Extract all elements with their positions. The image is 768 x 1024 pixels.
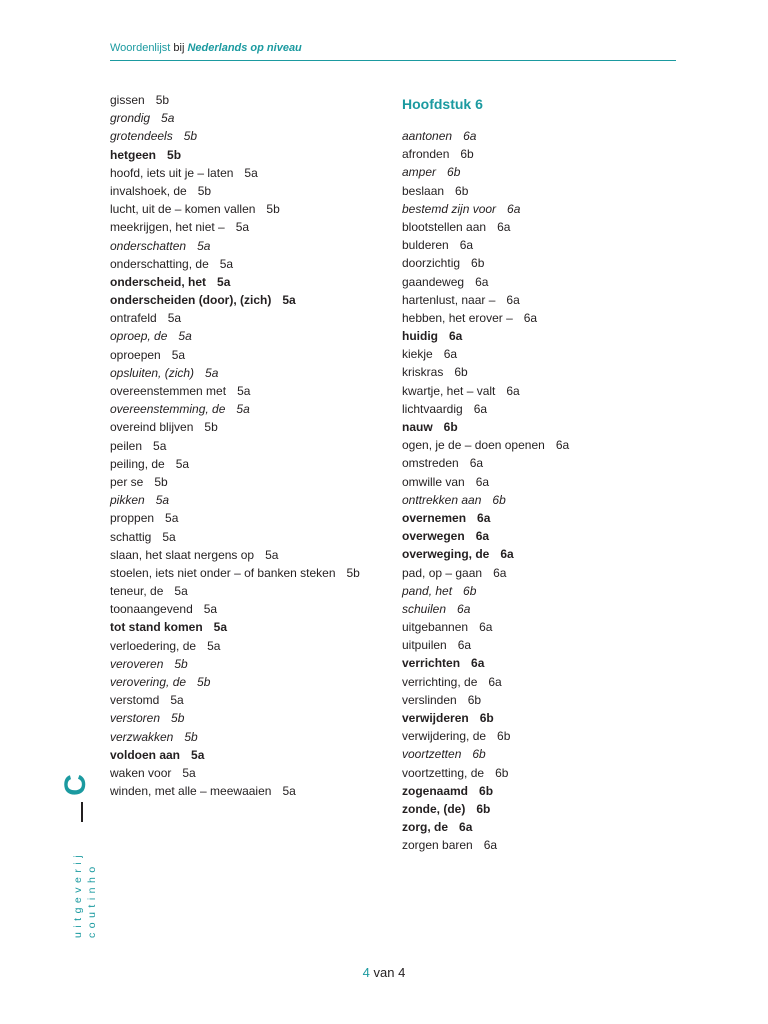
list-item — [110, 200, 360, 218]
list-item — [110, 764, 360, 782]
entry-word: overweging, de — [402, 547, 490, 562]
entry-chapter-ref: 5a — [197, 238, 211, 253]
list-item — [402, 782, 569, 800]
entry-chapter-ref: 5a — [237, 384, 251, 398]
list-item — [110, 637, 360, 655]
list-item — [110, 655, 360, 673]
entry-chapter-ref: 6a — [488, 674, 502, 689]
list-item — [110, 782, 360, 800]
entry-word: overeind blijven — [110, 420, 194, 435]
list-item — [402, 764, 569, 782]
entry-word: pand, het — [402, 583, 453, 598]
list-item — [402, 818, 569, 836]
entry-chapter-ref: 6a — [507, 201, 521, 216]
entry-chapter-ref: 5a — [191, 747, 205, 762]
list-item — [110, 91, 360, 109]
entry-chapter-ref: 5a — [205, 365, 219, 380]
list-item — [402, 691, 569, 709]
entry-chapter-ref: 6b — [443, 420, 458, 434]
entry-chapter-ref: 6a — [475, 274, 489, 289]
entry-chapter-ref: 5b — [154, 474, 168, 489]
header-title: Woordenlijst — [110, 42, 171, 54]
entry-word: huidig — [402, 329, 438, 344]
entry-word: oproep, de — [110, 329, 168, 344]
running-header — [110, 42, 676, 61]
list-item — [402, 564, 569, 582]
entry-chapter-ref: 6b — [492, 492, 506, 507]
list-item — [110, 164, 360, 182]
list-item — [402, 345, 569, 363]
list-item — [110, 255, 360, 273]
entry-word: lichtvaardig — [402, 401, 463, 416]
list-item — [110, 728, 360, 746]
entry-chapter-ref: 6a — [459, 238, 474, 253]
entry-chapter-ref: 5a — [165, 511, 179, 526]
list-item — [402, 291, 569, 309]
entry-word: zogenaamd — [402, 783, 469, 798]
entry-word: peilen — [110, 438, 143, 453]
list-item — [110, 327, 360, 345]
entry-chapter-ref: 5b — [155, 93, 170, 107]
page-footer — [0, 965, 768, 980]
list-item — [402, 145, 569, 163]
entry-chapter-ref: 6a — [475, 529, 490, 544]
list-item — [402, 727, 569, 745]
list-item — [110, 546, 360, 564]
list-item — [402, 654, 569, 672]
list-item — [402, 400, 569, 418]
entry-word: ogen, je de – doen openen — [402, 438, 545, 453]
entry-chapter-ref: 6a — [497, 219, 511, 234]
entry-chapter-ref: 6b — [472, 747, 486, 762]
list-item — [110, 273, 360, 291]
entry-word: ontrafeld — [110, 311, 157, 326]
entry-word: winden, met alle – meewaaien — [110, 784, 272, 799]
entry-word: onderschatten — [110, 238, 187, 253]
entry-word: verloedering, de — [110, 638, 197, 653]
list-item — [402, 618, 569, 636]
entry-chapter-ref: 5a — [236, 402, 250, 417]
entry-word: verwijderen — [402, 711, 469, 725]
entry-chapter-ref: 5a — [161, 111, 175, 126]
entry-word: uitpuilen — [402, 638, 447, 653]
entry-chapter-ref: 6a — [457, 638, 472, 653]
entry-word: invalshoek, de — [110, 183, 187, 198]
entry-chapter-ref: 6a — [483, 838, 498, 853]
entry-chapter-ref: 5b — [346, 565, 360, 580]
entry-chapter-ref: 5a — [171, 347, 186, 362]
entry-chapter-ref: 6b — [497, 729, 511, 744]
entry-chapter-ref: 5b — [183, 129, 198, 144]
list-item — [402, 473, 569, 491]
entry-chapter-ref: 6a — [523, 310, 538, 325]
list-item — [402, 163, 569, 181]
entry-chapter-ref: 6a — [471, 656, 485, 671]
entry-word: grotendeels — [110, 129, 173, 144]
list-item — [110, 218, 360, 236]
list-item — [110, 473, 360, 491]
entry-word: verovering, de — [110, 675, 187, 689]
publisher-logo — [56, 770, 96, 945]
list-item — [402, 673, 569, 691]
word-list-left — [110, 91, 360, 800]
list-item — [402, 509, 569, 527]
entry-chapter-ref: 5a — [203, 602, 218, 617]
entry-word: lucht, uit de – komen vallen — [110, 202, 256, 217]
entry-word: verstoren — [110, 711, 161, 726]
entry-word: amper — [402, 165, 437, 180]
list-item — [402, 836, 569, 854]
header-book-title: Nederlands op niveau — [187, 42, 302, 54]
entry-chapter-ref: 5a — [235, 220, 250, 235]
list-item — [110, 691, 360, 709]
entry-chapter-ref: 5a — [175, 456, 190, 471]
entry-chapter-ref: 5b — [197, 183, 212, 198]
page-total: van 4 — [373, 965, 406, 980]
entry-chapter-ref: 5a — [155, 493, 170, 508]
list-item — [402, 454, 569, 472]
list-item — [402, 600, 569, 618]
entry-word: uitgebannen — [402, 620, 469, 635]
list-item — [402, 436, 569, 454]
list-item — [110, 400, 360, 418]
list-item — [402, 127, 569, 145]
entry-word: nauw — [402, 420, 433, 434]
entry-word: omstreden — [402, 456, 459, 471]
entry-chapter-ref: 6b — [460, 147, 474, 162]
list-item — [110, 237, 360, 255]
entry-chapter-ref: 6b — [467, 692, 482, 707]
entry-chapter-ref: 5b — [171, 711, 185, 726]
list-item — [110, 291, 360, 309]
entry-chapter-ref: 5a — [217, 274, 231, 289]
entry-chapter-ref: 5a — [282, 293, 296, 308]
entry-chapter-ref: 5a — [207, 638, 221, 653]
entry-word: voortzetting, de — [402, 765, 485, 780]
entry-chapter-ref: 6a — [473, 401, 488, 416]
list-item — [110, 509, 360, 527]
list-item — [402, 527, 569, 545]
list-item — [402, 745, 569, 763]
entry-word: zorg, de — [402, 820, 449, 835]
logo-letter: C — [58, 774, 92, 796]
entry-chapter-ref: 6b — [476, 801, 491, 816]
entry-chapter-ref: 6a — [475, 474, 490, 489]
page-number: 4 — [362, 965, 370, 980]
entry-word: doorzichtig — [402, 256, 461, 271]
list-item — [402, 545, 569, 563]
entry-chapter-ref: 6b — [495, 765, 509, 780]
list-item — [402, 636, 569, 654]
entry-chapter-ref: 5b — [204, 420, 218, 435]
entry-chapter-ref: 5b — [197, 675, 211, 689]
list-item — [110, 491, 360, 509]
list-item — [402, 273, 569, 291]
entry-word: oproepen — [110, 347, 161, 362]
list-item — [110, 182, 360, 200]
entry-word: afronden — [402, 147, 450, 162]
list-item — [110, 746, 360, 764]
entry-word: overeenstemmen met — [110, 384, 227, 398]
entry-word: kiekje — [402, 347, 433, 362]
entry-word: schattig — [110, 529, 152, 544]
entry-chapter-ref: 6a — [555, 438, 570, 453]
entry-word: overwegen — [402, 529, 465, 544]
header-connector: bij — [173, 42, 185, 54]
entry-chapter-ref: 6a — [459, 820, 473, 835]
entry-chapter-ref: 5a — [174, 584, 188, 599]
entry-chapter-ref: 6b — [479, 711, 494, 725]
entry-word: onderscheid, het — [110, 274, 207, 289]
entry-word: peiling, de — [110, 456, 165, 471]
entry-word: hoofd, iets uit je – laten — [110, 165, 234, 180]
entry-word: zorgen baren — [402, 838, 473, 853]
entry-word: verstomd — [110, 693, 160, 708]
entry-word: bulderen — [402, 238, 449, 253]
entry-chapter-ref: 6a — [457, 601, 471, 616]
entry-word: slaan, het slaat nergens op — [110, 547, 255, 562]
entry-word: verslinden — [402, 692, 457, 707]
list-item — [402, 182, 569, 200]
entry-chapter-ref: 5b — [167, 147, 182, 162]
list-item — [402, 709, 569, 727]
entry-word: verzwakken — [110, 729, 174, 744]
entry-word: aantonen — [402, 129, 453, 143]
entry-chapter-ref: 6a — [493, 565, 507, 580]
entry-word: opsluiten, (zich) — [110, 365, 195, 380]
list-item — [402, 236, 569, 254]
entry-word: grondig — [110, 111, 151, 126]
list-item — [110, 346, 360, 364]
entry-word: tot stand komen — [110, 620, 203, 635]
entry-chapter-ref: 6a — [479, 620, 493, 635]
entry-word: hetgeen — [110, 147, 157, 162]
entry-chapter-ref: 6b — [479, 783, 494, 798]
entry-chapter-ref: 5a — [182, 765, 196, 780]
list-item — [402, 200, 569, 218]
entry-chapter-ref: 6a — [463, 129, 477, 143]
entry-chapter-ref: 5b — [266, 202, 280, 217]
list-item — [110, 418, 360, 436]
list-item — [402, 491, 569, 509]
entry-word: veroveren — [110, 656, 164, 671]
entry-word: hebben, het erover – — [402, 310, 513, 325]
entry-word: verrichting, de — [402, 674, 478, 689]
entry-word: blootstellen aan — [402, 219, 487, 234]
chapter-heading: Hoofdstuk 6 — [402, 96, 483, 112]
entry-word: voldoen aan — [110, 747, 181, 762]
list-item — [110, 146, 360, 164]
entry-word: verrichten — [402, 656, 461, 671]
entry-chapter-ref: 6a — [469, 456, 484, 471]
list-item — [110, 600, 360, 618]
entry-chapter-ref: 5a — [178, 329, 192, 344]
list-item — [402, 363, 569, 381]
list-item — [110, 127, 360, 145]
entry-chapter-ref: 5b — [184, 729, 198, 744]
entry-chapter-ref: 5a — [265, 547, 279, 562]
entry-word: onderschatting, de — [110, 256, 209, 271]
list-item — [402, 254, 569, 272]
entry-word: overnemen — [402, 510, 467, 525]
entry-word: verwijdering, de — [402, 729, 487, 744]
entry-chapter-ref: 6a — [506, 383, 520, 398]
entry-word: stoelen, iets niet onder – of banken steken — [110, 565, 336, 580]
entry-word: meekrijgen, het niet – — [110, 220, 225, 235]
entry-word: zonde, (de) — [402, 801, 466, 816]
list-item — [110, 709, 360, 727]
entry-chapter-ref: 5a — [153, 438, 167, 453]
entry-chapter-ref: 5a — [170, 693, 184, 708]
entry-chapter-ref: 6b — [455, 183, 469, 198]
entry-word: kwartje, het – valt — [402, 383, 496, 398]
list-item — [402, 418, 569, 436]
entry-word: pad, op – gaan — [402, 565, 483, 580]
list-item — [402, 309, 569, 327]
entry-chapter-ref: 6b — [471, 256, 485, 271]
list-item — [110, 582, 360, 600]
entry-word: beslaan — [402, 183, 445, 198]
entry-word: per se — [110, 474, 144, 489]
entry-word: onttrekken aan — [402, 492, 482, 507]
entry-word: schuilen — [402, 601, 447, 616]
logo-word-uitgeverij: uitgeverij — [72, 850, 84, 938]
entry-word: gaandeweg — [402, 274, 465, 289]
entry-chapter-ref: 5a — [167, 311, 182, 326]
list-item — [110, 382, 360, 400]
entry-chapter-ref: 6b — [463, 583, 477, 598]
list-item — [402, 327, 569, 345]
list-item — [110, 528, 360, 546]
list-item — [110, 364, 360, 382]
list-item — [402, 800, 569, 818]
entry-word: waken voor — [110, 765, 172, 780]
entry-word: overeenstemming, de — [110, 402, 226, 417]
list-item — [110, 109, 360, 127]
entry-chapter-ref: 6a — [506, 292, 520, 307]
list-item — [110, 455, 360, 473]
entry-word: toonaangevend — [110, 602, 193, 617]
entry-chapter-ref: 6b — [454, 365, 468, 380]
list-item — [110, 673, 360, 691]
list-item — [110, 618, 360, 636]
logo-word-coutinho: coutinho — [86, 862, 98, 938]
entry-word: bestemd zijn voor — [402, 201, 497, 216]
entry-word: kriskras — [402, 365, 444, 380]
entry-chapter-ref: 5a — [219, 256, 234, 271]
entry-chapter-ref: 5a — [162, 529, 176, 544]
logo-divider — [81, 802, 83, 822]
entry-chapter-ref: 6b — [447, 165, 461, 180]
entry-word: hartenlust, naar – — [402, 292, 496, 307]
entry-chapter-ref: 6a — [443, 347, 458, 362]
entry-chapter-ref: 6a — [500, 547, 514, 562]
entry-word: voortzetten — [402, 747, 462, 762]
entry-chapter-ref: 5a — [282, 784, 296, 799]
list-item — [402, 218, 569, 236]
entry-word: proppen — [110, 511, 155, 526]
entry-word: pikken — [110, 493, 145, 508]
entry-word: onderscheiden (door), (zich) — [110, 293, 272, 308]
entry-chapter-ref: 6a — [477, 510, 491, 525]
entry-word: gissen — [110, 93, 145, 107]
word-list-right — [402, 127, 569, 855]
entry-chapter-ref: 5b — [174, 656, 188, 671]
entry-word: teneur, de — [110, 584, 164, 599]
entry-word: omwille van — [402, 474, 465, 489]
list-item — [402, 582, 569, 600]
list-item — [110, 437, 360, 455]
entry-chapter-ref: 5a — [213, 620, 228, 635]
list-item — [402, 382, 569, 400]
list-item — [110, 564, 360, 582]
list-item — [110, 309, 360, 327]
entry-chapter-ref: 5a — [244, 165, 258, 180]
entry-chapter-ref: 6a — [449, 329, 463, 344]
